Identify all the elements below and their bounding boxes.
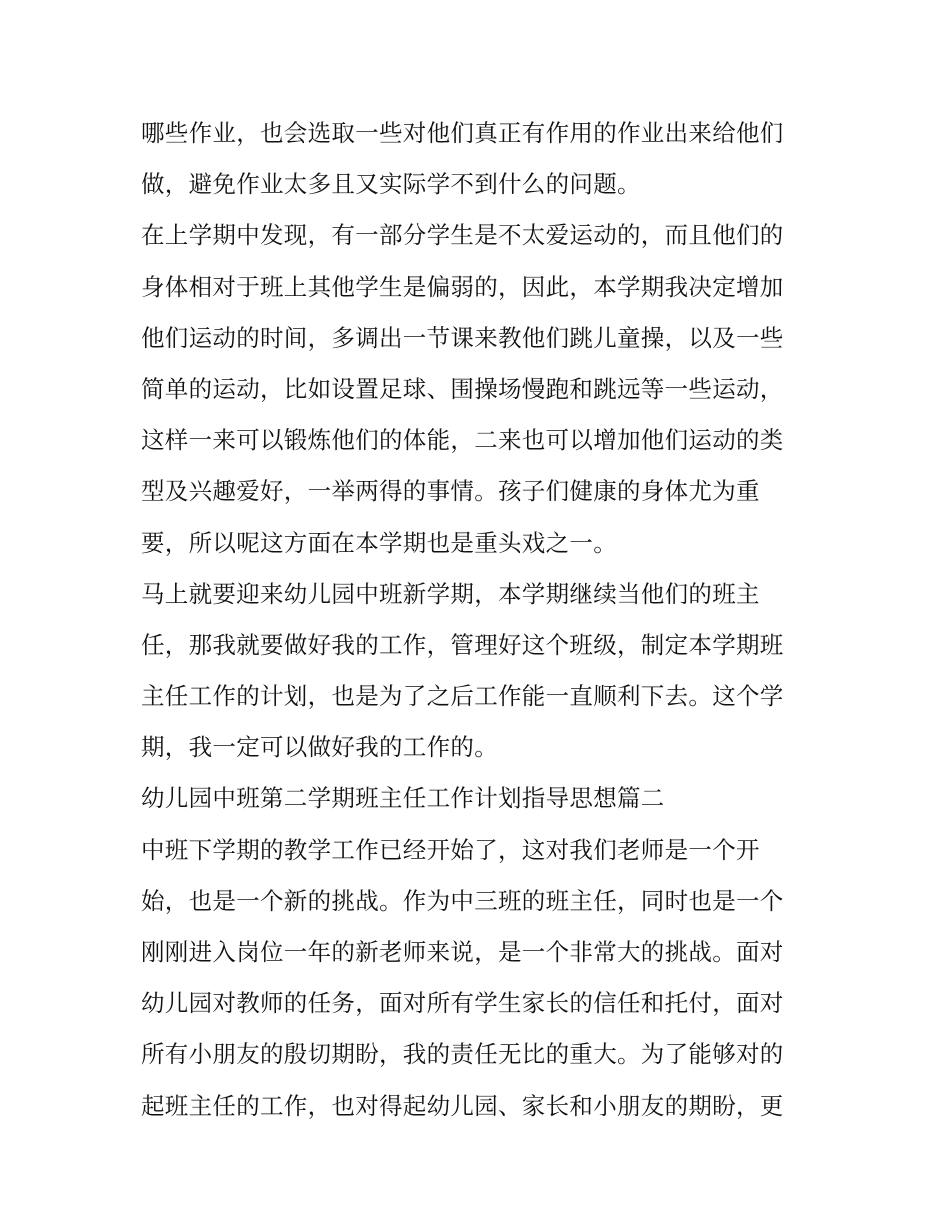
text-line: 任，那我就要做好我的工作，管理好这个班级，制定本学期班 — [141, 630, 784, 659]
text-line: 马上就要迎来幼儿园中班新学期，本学期继续当他们的班主 — [141, 579, 760, 608]
text-line: 这样一来可以锻炼他们的体能，二来也可以增加他们运动的类 — [141, 426, 784, 455]
text-line: 做，避免作业太多且又实际学不到什么的问题。 — [141, 170, 641, 199]
section-heading: 幼儿园中班第二学期班主任工作计划指导思想篇二 — [141, 784, 665, 813]
text-line: 所有小朋友的殷切期盼，我的责任无比的重大。为了能够对的 — [141, 1040, 784, 1069]
text-line: 始，也是一个新的挑战。作为中三班的班主任，同时也是一个 — [141, 886, 784, 915]
text-line: 中班下学期的教学工作已经开始了，这对我们老师是一个开 — [141, 835, 760, 864]
text-line: 他们运动的时间，多调出一节课来教他们跳儿童操，以及一些 — [141, 323, 784, 352]
text-line: 型及兴趣爱好，一举两得的事情。孩子们健康的身体尤为重 — [141, 477, 760, 506]
text-line: 期，我一定可以做好我的工作的。 — [141, 733, 498, 762]
text-line: 起班主任的工作，也对得起幼儿园、家长和小朋友的期盼，更 — [141, 1091, 784, 1120]
document-body — [141, 108, 821, 1132]
text-line: 哪些作业，也会选取一些对他们真正有作用的作业出来给他们 — [141, 119, 784, 147]
text-line: 在上学期中发现，有一部分学生是不太爱运动的，而且他们的 — [141, 221, 784, 250]
text-line: 刚刚进入岗位一年的新老师来说，是一个非常大的挑战。面对 — [141, 938, 784, 966]
text-line: 身体相对于班上其他学生是偏弱的，因此，本学期我决定增加 — [141, 272, 784, 301]
text-line: 幼儿园对教师的任务，面对所有学生家长的信任和托付，面对 — [141, 989, 784, 1018]
text-line: 简单的运动，比如设置足球、围操场慢跑和跳远等一些运动， — [141, 374, 784, 403]
text-line: 主任工作的计划，也是为了之后工作能一直顺利下去。这个学 — [141, 682, 784, 711]
text-line: 要，所以呢这方面在本学期也是重头戏之一。 — [141, 528, 617, 557]
